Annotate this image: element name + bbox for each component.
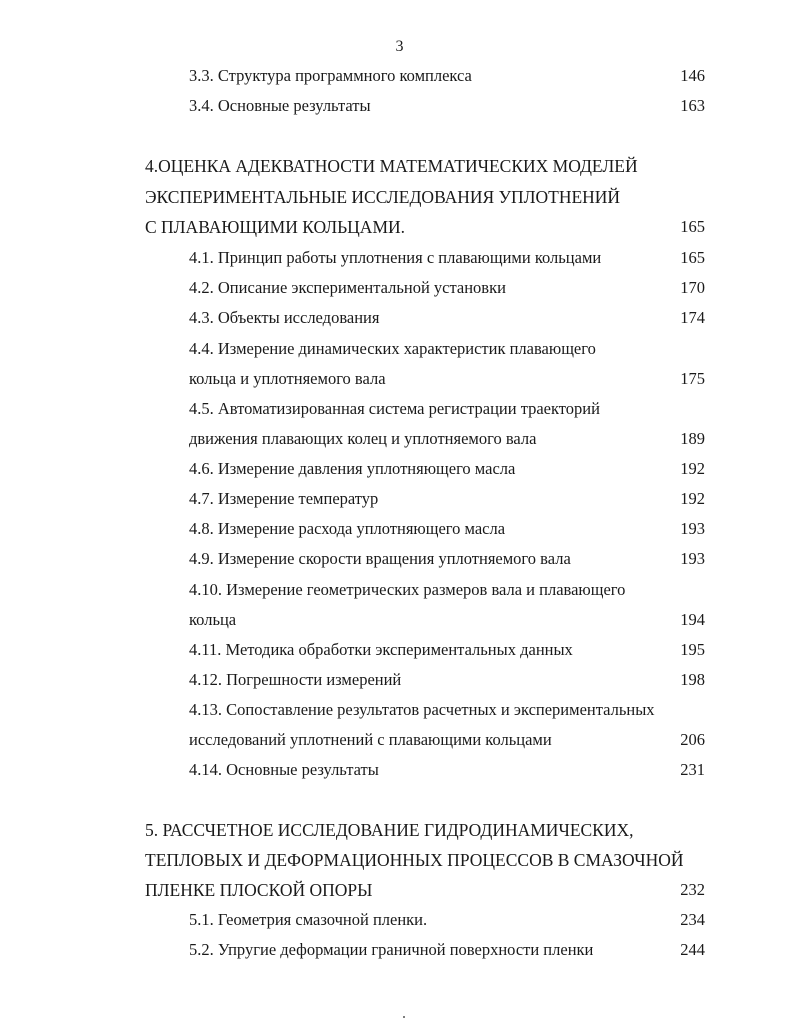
toc-page-4-2: 170 [680, 278, 705, 297]
toc-page-5-2: 244 [680, 940, 705, 959]
chapter-4-heading-line-1: 4.ОЦЕНКА АДЕКВАТНОСТИ МАТЕМАТИЧЕСКИХ МОДЕЛЕЙ [145, 156, 638, 176]
toc-page-4-3: 174 [680, 308, 705, 327]
chapter-5-heading-line-1: 5. РАССЧЕТНОЕ ИССЛЕДОВАНИЕ ГИДРОДИНАМИЧЕСКИХ, [145, 820, 634, 840]
toc-entry-4-13-line-1: 4.13. Сопоставление результатов расчетных и экспериментальных [189, 700, 655, 719]
toc-entry-3-3: 3.3. Структура программного комплекса [189, 66, 472, 85]
scan-speck [403, 1016, 405, 1018]
toc-page-4-10: 194 [680, 610, 705, 629]
toc-page-4-8: 193 [680, 519, 705, 538]
toc-entry-4-4-line-2: кольца и уплотняемого вала [189, 369, 386, 388]
toc-page-4-5: 189 [680, 429, 705, 448]
toc-entry-4-13-line-2: исследований уплотнений с плавающими кольцами [189, 730, 552, 749]
toc-page-chapter-4: 165 [680, 217, 705, 236]
toc-entry-4-2: 4.2. Описание экспериментальной установки [189, 278, 506, 297]
toc-entry-4-8: 4.8. Измерение расхода уплотняющего масла [189, 519, 506, 538]
toc-page-5-1: 234 [680, 910, 705, 929]
toc-page-4-4: 175 [680, 369, 705, 388]
toc-entry-4-4-line-1: 4.4. Измерение динамических характеристик плавающего [189, 339, 596, 358]
chapter-4-heading-line-2: ЭКСПЕРИМЕНТАЛЬНЫЕ ИССЛЕДОВАНИЯ УПЛОТНЕНИЙ [145, 187, 621, 207]
toc-entry-4-9: 4.9. Измерение скорости вращения уплотняемого вала [189, 549, 571, 568]
toc-page-4-1: 165 [680, 248, 705, 267]
toc-page-chapter-5: 232 [680, 880, 705, 899]
toc-page-4-13: 206 [680, 730, 705, 749]
toc-entry-4-1: 4.1. Принцип работы уплотнения с плавающими кольцами [189, 248, 602, 267]
toc-page-4-7: 192 [680, 489, 705, 508]
toc-entry-4-10-line-2: кольца [189, 610, 237, 629]
toc-entry-4-5-line-1: 4.5. Автоматизированная система регистрации траекторий [189, 399, 600, 418]
toc-entry-4-12: 4.12. Погрешности измерений [189, 670, 402, 689]
toc-page-3-3: 146 [680, 66, 705, 85]
toc-entry-4-11: 4.11. Методика обработки экспериментальных данных [189, 640, 573, 659]
toc-page-3-4: 163 [680, 96, 705, 115]
chapter-4-heading-line-3: С ПЛАВАЮЩИМИ КОЛЬЦАМИ. [145, 217, 406, 237]
page-number: 3 [395, 38, 404, 55]
toc-entry-4-10-line-1: 4.10. Измерение геометрических размеров вала и плавающего [189, 580, 626, 599]
toc-page-4-12: 198 [680, 670, 705, 689]
toc-entry-4-5-line-2: движения плавающих колец и уплотняемого вала [189, 429, 537, 448]
chapter-5-heading-line-3: ПЛЕНКЕ ПЛОСКОЙ ОПОРЫ [145, 880, 373, 900]
toc-page-4-9: 193 [680, 549, 705, 568]
toc-page-4-14: 231 [680, 760, 705, 779]
toc-entry-4-7: 4.7. Измерение температур [189, 489, 379, 508]
toc-entry-4-14: 4.14. Основные результаты [189, 760, 379, 779]
toc-entry-4-3: 4.3. Объекты исследования [189, 308, 380, 327]
toc-entry-3-4: 3.4. Основные результаты [189, 96, 371, 115]
toc-page-4-11: 195 [680, 640, 705, 659]
toc-entry-5-2: 5.2. Упругие деформации граничной поверхности пленки [189, 940, 594, 959]
chapter-5-heading-line-2: ТЕПЛОВЫХ И ДЕФОРМАЦИОННЫХ ПРОЦЕССОВ В СМАЗОЧНОЙ [145, 850, 684, 870]
toc-entry-4-6: 4.6. Измерение давления уплотняющего масла [189, 459, 516, 478]
toc-entry-5-1: 5.1. Геометрия смазочной пленки. [189, 910, 428, 929]
toc-page-4-6: 192 [680, 459, 705, 478]
